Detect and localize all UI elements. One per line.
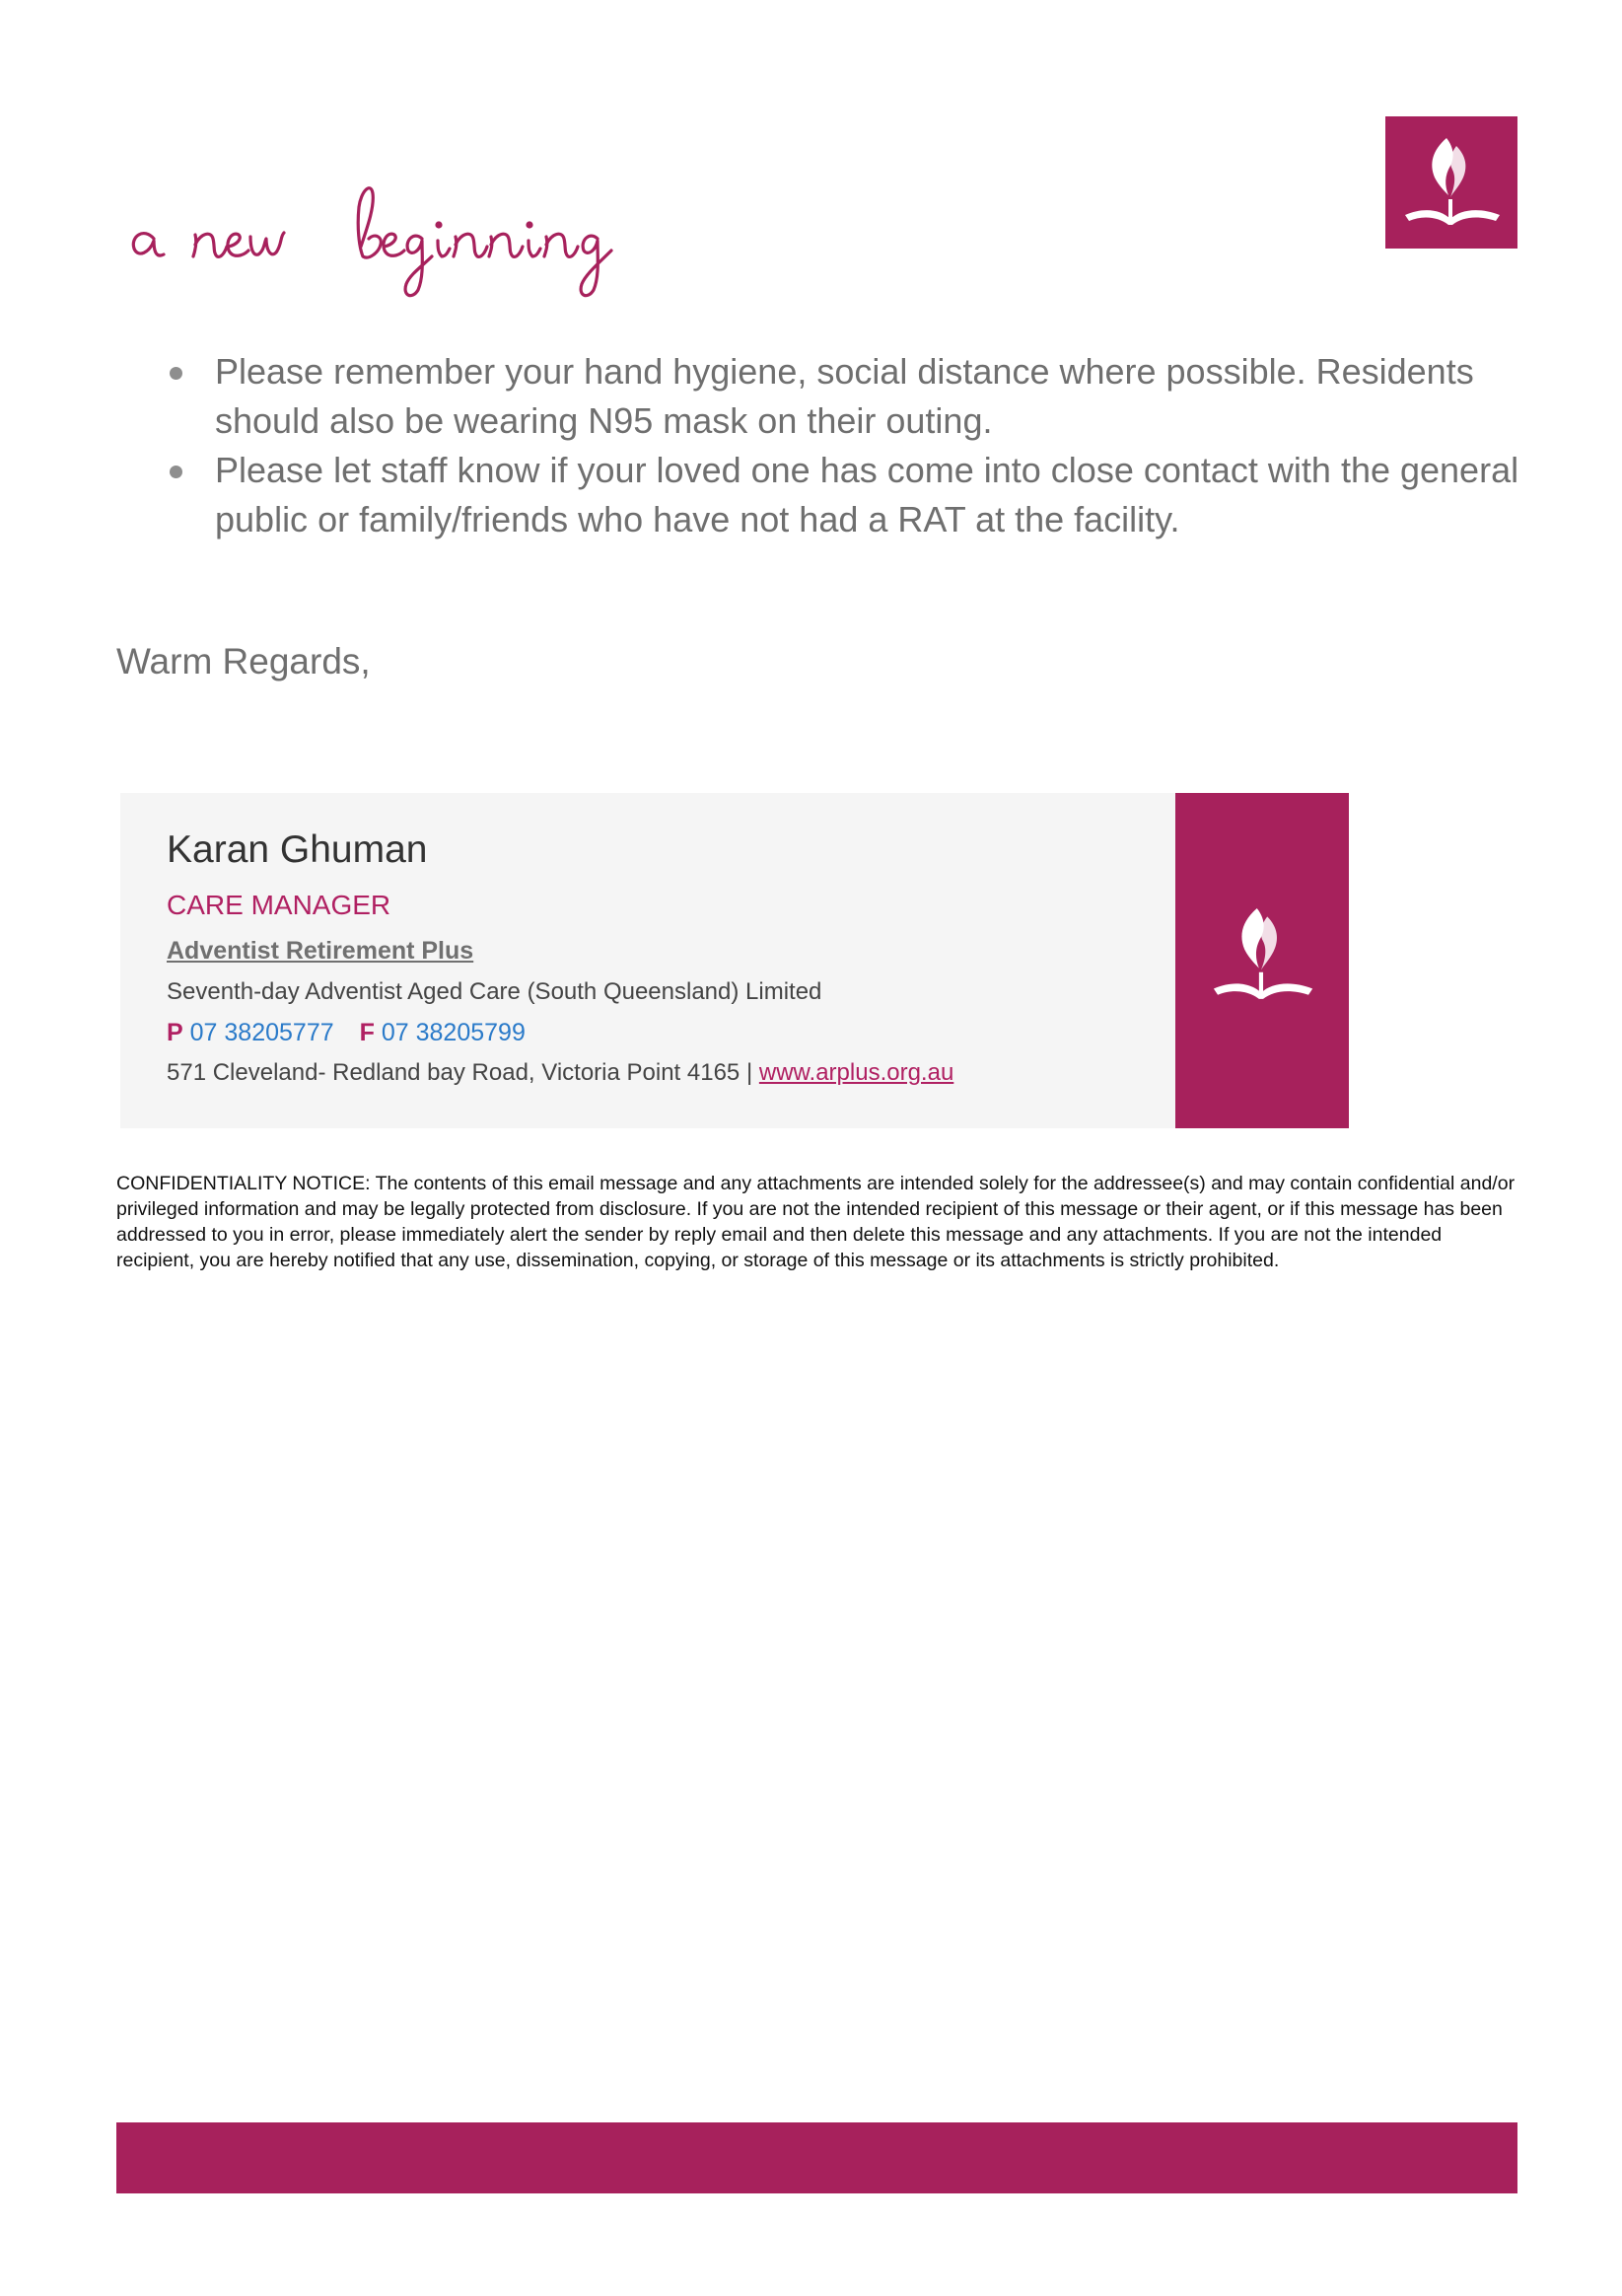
signature-name: Karan Ghuman [167,828,428,871]
closing-text: Warm Regards, [116,641,371,682]
signature-logo [1175,793,1349,1128]
footer-bar [116,2122,1517,2193]
tagline-script [126,168,718,306]
fax-number: 07 38205799 [381,1019,526,1046]
flame-book-icon [1385,116,1517,249]
signature-address: 571 Cleveland- Redland bay Road, Victoria Point 4165 | [167,1059,753,1086]
flame-book-icon [1193,886,1331,1024]
header-logo [1385,116,1517,249]
signature-company: Seventh-day Adventist Aged Care (South Queensland) Limited [167,978,822,1005]
list-item: Please let staff know if your loved one has come into close contact with the general public or family/friends who have not had a RAT at the facility. [163,446,1523,544]
signature-organisation: Adventist Retirement Plus [167,937,474,965]
fax-prefix: F [359,1019,375,1046]
confidentiality-notice: CONFIDENTIALITY NOTICE: The contents of this email message and any attachments are intended solely for the addressee(s) and may contain confidential and/or privileged information and may be legally protected from disclosure. If you are not the intended recipient of this message or their agent, or if this message has been addressed to you in error, please immediately alert the sender by reply email and then delete this message and any attachments. If you are not the intended recipient, you are hereby notified that any use, dissemination, copying, or storage of this message or its attachments is strictly prohibited. [116,1173,1516,1271]
website-link[interactable]: www.arplus.org.au [758,1059,954,1086]
phone-prefix: P [167,1019,183,1046]
list-item: Please remember your hand hygiene, social distance where possible. Residents should also be wearing N95 mask on their outing. [163,347,1523,446]
signature-role: CARE MANAGER [167,890,391,920]
phone-number[interactable]: 07 38205777 [189,1019,334,1046]
reminder-list [163,347,1523,544]
signature-address-line [167,1059,953,1087]
signature-contact-line [167,1019,526,1047]
